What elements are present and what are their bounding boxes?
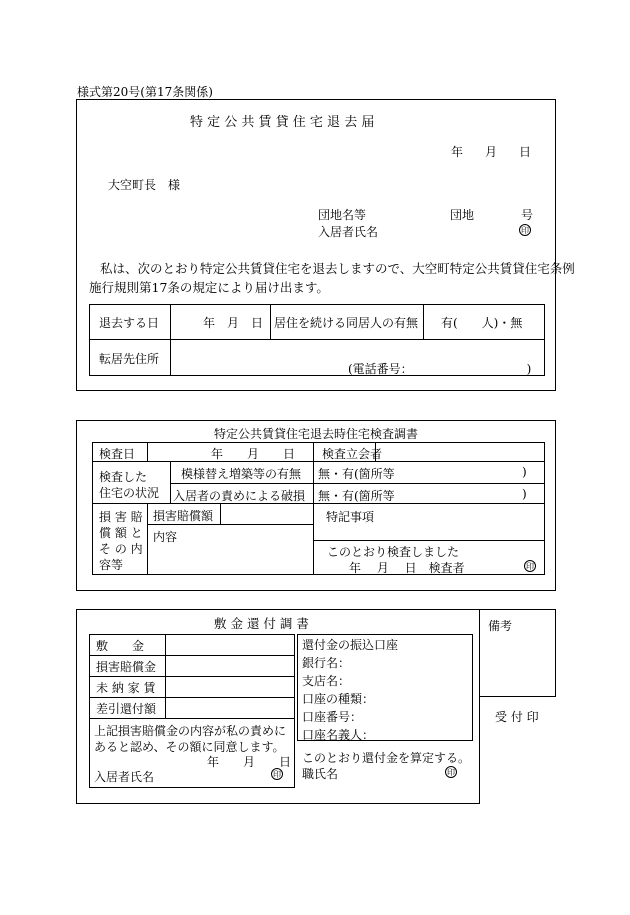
modification-label: 模様替え増築等の有無 — [181, 467, 302, 481]
compensation-label-line2: 償 額 と — [99, 526, 143, 540]
addressee: 大空町長 様 — [108, 178, 181, 192]
phone-number-field[interactable]: (電話番号： ) — [348, 362, 532, 376]
inspection-date-label: 検査日 — [99, 447, 136, 461]
consent-line1: 上記損害賠償金の内容が私の責めに — [94, 724, 287, 738]
move-out-date-value[interactable]: 年 月 日 — [203, 316, 264, 330]
bank-account-title: 還付金の振込口座 — [302, 638, 399, 652]
refund-resident-name-label: 入居者氏名 — [94, 770, 155, 784]
notice-date-day[interactable]: 日 — [519, 145, 532, 159]
seal-icon: 印 — [521, 226, 529, 235]
danchi-label: 団地名等 — [318, 208, 367, 222]
damage-compensation-label: 損害賠償金 — [96, 660, 157, 674]
content-label: 内容 — [153, 530, 178, 544]
unpaid-rent-label: 未 納 家 賃 — [96, 681, 156, 695]
deposit-label: 敷 金 — [96, 639, 145, 653]
refund-title: 敷 金 還 付 調 書 — [214, 616, 309, 631]
account-number-field[interactable]: 口座番号： — [302, 710, 363, 724]
room-number-unit[interactable]: 号 — [521, 208, 534, 222]
branch-name-field[interactable]: 支店名： — [302, 674, 351, 688]
modification-close-paren: ) — [522, 465, 527, 479]
compensation-label-line4: 容等 — [99, 558, 124, 572]
modification-value[interactable]: 無・有(箇所等 — [318, 467, 395, 481]
damage-close-paren: ) — [522, 487, 527, 501]
seal-icon: 印 — [447, 768, 455, 777]
cohabitant-label: 居住を続ける同居人の有無 — [274, 316, 419, 330]
consent-date[interactable]: 年 月 日 — [207, 755, 292, 769]
bank-name-field[interactable]: 銀行名： — [302, 656, 351, 670]
seal-icon: 印 — [273, 770, 281, 779]
notice-body-line2: 施行規則第17条の規定により届け出ます。 — [89, 280, 329, 295]
account-type-field[interactable]: 口座の種類： — [302, 692, 375, 706]
compensation-label-line1: 損 害 賠 — [99, 510, 143, 524]
consent-line2: あると認め、その額に同意します。 — [94, 740, 285, 754]
damage-value[interactable]: 無・有(箇所等 — [318, 489, 395, 503]
resident-name-label: 入居者氏名 — [318, 225, 379, 239]
house-state-label-2: 住宅の状況 — [99, 486, 160, 500]
receipt-stamp-label: 受 付 印 — [495, 710, 539, 724]
compensation-label-line3: そ の 内 — [99, 542, 143, 556]
notice-title: 特 定 公 共 賃 貸 住 宅 退 去 届 — [190, 115, 375, 130]
staff-name-label: 職氏名 — [302, 767, 339, 781]
form-number: 様式第20号(第17条関係) — [77, 85, 213, 99]
witness-label: 検査立会者 — [322, 447, 383, 461]
move-out-date-label: 退去する日 — [99, 316, 160, 330]
notice-body-line1: 私は、次のとおり特定公共賃貸住宅を退去しますので、大空町特定公共賃貸住宅条例 — [100, 261, 575, 276]
remarks-label: 備考 — [488, 619, 513, 633]
compensation-amount-label: 損害賠償額 — [153, 509, 214, 523]
notes-label: 特記事項 — [326, 510, 375, 524]
cohabitant-value[interactable]: 有( 人)・無 — [441, 316, 523, 330]
notice-date-month[interactable]: 月 — [485, 145, 498, 159]
inspection-confirm-text: このとおり検査しました — [327, 545, 460, 559]
account-holder-field[interactable]: 口座名義人： — [302, 728, 375, 742]
damage-label: 入居者の責めによる破損 — [173, 489, 306, 503]
new-address-label: 転居先住所 — [99, 352, 160, 366]
notice-date-year[interactable]: 年 — [451, 145, 464, 159]
inspection-title: 特定公共賃貸住宅退去時住宅検査調書 — [214, 427, 419, 441]
refund-calc-text: このとおり還付金を算定する。 — [302, 751, 471, 765]
refund-balance-label: 差引還付額 — [96, 702, 157, 716]
inspection-date-value[interactable]: 年 月 日 — [211, 447, 296, 461]
seal-icon: 印 — [526, 562, 534, 571]
danchi-unit[interactable]: 団地 — [450, 208, 475, 222]
inspection-confirm-date[interactable]: 年 月 日 検査者 — [349, 561, 465, 575]
house-state-label-1: 検査した — [99, 470, 148, 484]
